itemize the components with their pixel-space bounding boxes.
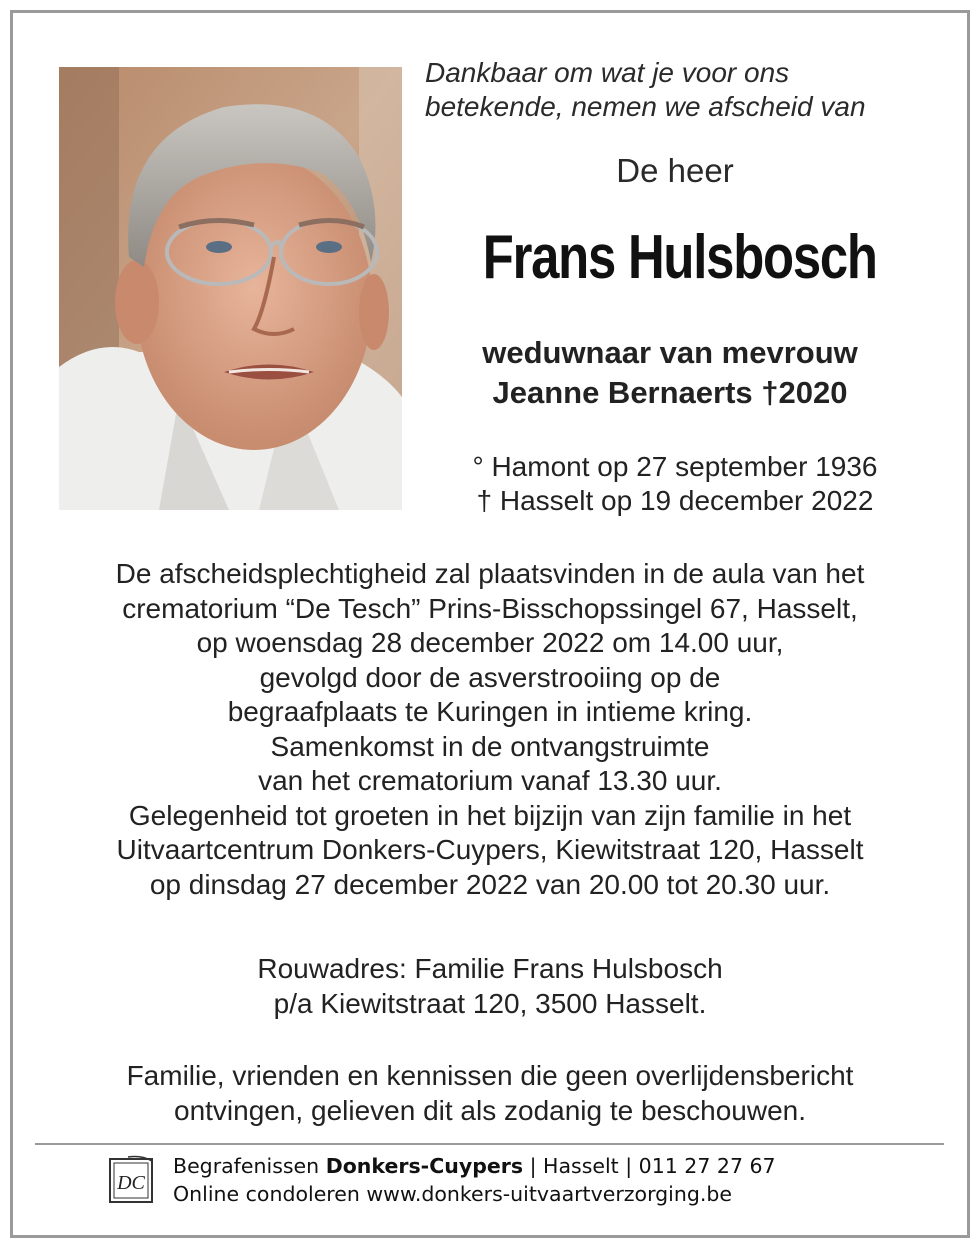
spouse-line-1: weduwnaar van mevrouw (482, 335, 858, 370)
portrait-illustration (59, 67, 402, 510)
intro-line-1: Dankbaar om wat je voor ons (425, 57, 790, 88)
logo-monogram: DC (117, 1172, 145, 1194)
notice-line-2: ontvingen, gelieven dit als zodanig te beschouwen. (174, 1094, 806, 1126)
ceremony-line: De afscheidsplechtigheid zal plaatsvinden in de aula van het (115, 558, 865, 589)
ceremony-line: op woensdag 28 december 2022 om 14.00 uur, (196, 627, 784, 658)
spouse-line-2: Jeanne Bernaerts †2020 (492, 375, 848, 410)
ceremony-line: Uitvaartcentrum Donkers-Cuypers, Kiewitstraat 120, Hasselt (116, 834, 864, 865)
footer-line-2[interactable]: Online condoleren www.donkers-uitvaartverzorging.be (173, 1182, 732, 1206)
ceremony-line: crematorium “De Tesch” Prins-Bisschopssingel 67, Hasselt, (122, 592, 858, 624)
footer-line-1 (173, 1152, 776, 1180)
ceremony-line: Gelegenheid tot groeten in het bijzijn van zijn familie in het (128, 799, 852, 831)
death-date: † Hasselt op 19 december 2022 (476, 485, 874, 516)
mourning-address (30, 952, 950, 1021)
life-dates (430, 450, 920, 518)
notice-line-1: Familie, vrienden en kennissen die geen overlijdensbericht (126, 1060, 854, 1091)
footer-prefix: Begrafenissen (173, 1154, 326, 1178)
ceremony-line: Samenkomst in de ontvangstruimte (270, 730, 710, 762)
deceased-name: Frans Hulsbosch (482, 223, 877, 292)
dc-monogram-icon (108, 1155, 156, 1205)
portrait-photo (59, 67, 402, 510)
ceremony-details (30, 557, 950, 902)
honorific: De heer (616, 152, 734, 189)
birth-date: ° Hamont op 27 september 1936 (472, 451, 878, 482)
address-line-2: p/a Kiewitstraat 120, 3500 Hasselt. (273, 987, 707, 1019)
ceremony-line: van het crematorium vanaf 13.30 uur. (258, 765, 722, 796)
ceremony-line: begraafplaats te Kuringen in intieme kring. (227, 696, 753, 727)
footer-company: Donkers-Cuypers (325, 1154, 524, 1178)
address-line-1: Rouwadres: Familie Frans Hulsbosch (257, 953, 723, 984)
intro-text (425, 56, 955, 124)
footer-divider (35, 1143, 944, 1145)
intro-line-2: betekende, nemen we afscheid van (425, 91, 866, 122)
spouse-info (430, 333, 910, 413)
ceremony-line: op dinsdag 27 december 2022 van 20.00 tot 20.30 uur. (149, 868, 831, 900)
funeral-home-footer (173, 1152, 776, 1208)
ceremony-line: gevolgd door de asverstrooiing op de (259, 661, 721, 693)
footer-suffix: | Hasselt | 011 27 27 67 (523, 1154, 776, 1178)
notice-text (30, 1059, 950, 1128)
funeral-home-logo (108, 1155, 156, 1205)
